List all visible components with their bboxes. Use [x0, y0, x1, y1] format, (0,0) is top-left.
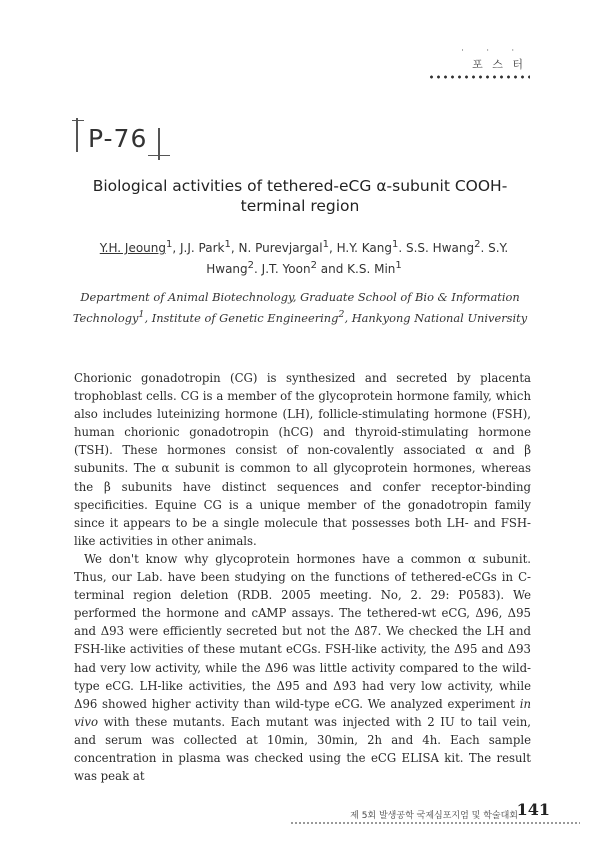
section-dots-top: · · · — [461, 46, 524, 55]
affiliation-sup: 1 — [138, 309, 145, 320]
italic-term: in vivo — [74, 696, 531, 729]
paragraph-text: with these mutants. Each mutant was injected with 2 IU to tail vein, and serum was collected at 10min, 30min, 2h and 4h. Each sample concentration in plasma was checked using the eCG ELISA kit. The result was peak at — [74, 714, 531, 784]
author-text: , J.J. Park — [172, 241, 225, 255]
section-label: 포 스 터 — [472, 58, 526, 71]
frame-line — [76, 118, 78, 152]
author-text: . J.T. Yoon — [254, 262, 311, 276]
author-line — [92, 257, 516, 278]
author-text: . S.S. Hwang — [398, 241, 475, 255]
affiliation-line — [70, 306, 530, 327]
paragraph — [74, 550, 531, 785]
abstract-body — [74, 369, 531, 785]
affiliation-sup: 2 — [310, 260, 317, 271]
paper-title — [80, 176, 520, 216]
paragraph-text: We don't know why glycoprotein hormones have a common α subunit. Thus, our Lab. have been studying on the functions of tethered-eCGs in C-terminal region deletion (RDB. 2005 meeting. No, 2. 29: P0583). We performed the hormone and cAMP assays. The tethered-wt eCG, Δ96, Δ95 and Δ93 were efficiently secreted but not the Δ87. We checked the LH and FSH-like activities of these mutant eCGs. FSH-like activity, the Δ95 and Δ93 had very low activity, while the Δ96 was little activity compared to the wild-type eCG. LH-like activities, the Δ95 and Δ93 had very low activity, while Δ96 showed higher activity than wild-type eCG. We analyzed experiment — [74, 551, 531, 711]
frame-line — [72, 120, 84, 121]
affiliation-sup: 2 — [338, 309, 345, 320]
affiliation-line: Department of Animal Biotechnology, Graduate School of Bio & Information — [80, 290, 520, 304]
affiliation-text: , Hankyong National University — [344, 310, 528, 325]
paragraph: Chorionic gonadotropin (CG) is synthesized and secreted by placenta trophoblast cells. CG is a member of the glycoprotein hormone family, which also includes luteinizing hormone (LH), follicle-stimulating hormone (FSH), human chorionic gonadotropin (hCG) and thyroid-stimulating hormone (TSH). These hormones consist of non-covalently associated α and β subunits. The α subunit is common to all glycoprotein hormones, whereas the β subunits have distinct sequences and confer receptor-binding specificities. Equine CG is a unique member of the gonadotropin family since it appears to be a single molecule that possesses both LH- and FSH-like activities in other animals. — [74, 371, 531, 548]
author-text: and K.S. Min — [316, 262, 396, 276]
author-text: , H.Y. Kang — [328, 241, 392, 255]
author-text: Hwang — [206, 262, 248, 276]
poster-code-box — [72, 118, 172, 160]
page-number: 141 — [516, 800, 550, 819]
affiliation-sup: 1 — [322, 239, 329, 250]
affiliation-text: Technology — [72, 310, 139, 325]
author-list — [92, 236, 516, 278]
title-line: Biological activities of tethered-eCG α-subunit COOH- — [92, 177, 508, 195]
author-text: . S.Y. — [480, 241, 509, 255]
author-line — [92, 236, 516, 257]
frame-line — [148, 155, 170, 156]
affiliation-text: , Institute of Genetic Engineering — [144, 310, 339, 325]
affiliation-sup: 2 — [247, 260, 255, 271]
affiliation-sup: 1 — [224, 239, 231, 250]
affiliation-sup: 2 — [474, 239, 481, 250]
author-text: , N. Purevjargal — [230, 241, 323, 255]
affiliation-sup: 1 — [391, 239, 399, 250]
affiliation-sup: 1 — [395, 260, 402, 271]
presenting-author: Y.H. Jeoung — [99, 241, 166, 255]
footer-conference: 제 5회 발생공학 국제심포지엄 및 학술대회 — [350, 811, 518, 821]
poster-code: P-76 — [88, 124, 148, 153]
affiliation-sup: 1 — [166, 239, 173, 250]
title-line: terminal region — [240, 197, 360, 215]
footer-rule — [290, 822, 580, 824]
dotted-rule — [428, 75, 530, 79]
affiliation — [70, 288, 530, 327]
